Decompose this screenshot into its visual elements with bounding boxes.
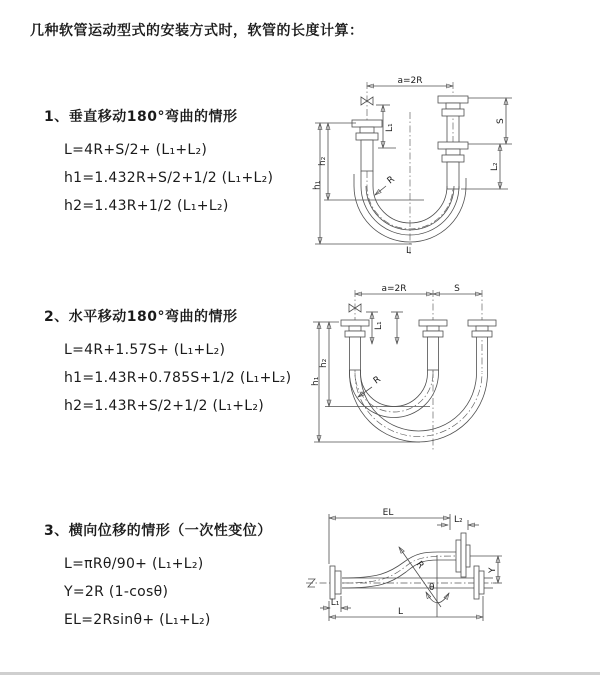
dim-label-r: R: [385, 174, 397, 187]
dim-label-l1: L₁: [330, 598, 340, 608]
dim-label-l: L: [406, 246, 412, 256]
ghost-straight-pipe: [342, 566, 493, 599]
dim-label-l2: L₂: [490, 162, 500, 171]
dim-label-h2: h₂: [319, 358, 329, 368]
dim-label-y: Y: [488, 567, 498, 573]
dimension-h: [311, 322, 430, 442]
left-flange: [330, 566, 341, 599]
formula-line: Y=2R (1-cosθ): [64, 584, 169, 600]
right-flange-moved: [438, 533, 470, 577]
radius-callout: [375, 175, 397, 195]
diagram-horizontal-180-bend: [310, 282, 595, 454]
formula-line: L=4R+1.57S+ (L₁+L₂): [64, 342, 226, 358]
dimension-l2: [437, 515, 479, 530]
formula-list: [44, 336, 334, 420]
formula-list: [44, 136, 334, 220]
dim-label-h1: h₁: [312, 180, 323, 190]
formula-line: L=πRθ/90+ (L₁+L₂): [64, 556, 204, 572]
middle-flange: [419, 320, 447, 370]
dim-label-r: R: [371, 374, 383, 387]
hose-u-bend-displaced: [350, 360, 488, 442]
diagram-vertical-180-bend: [312, 74, 592, 260]
formula-line: h2=1.43R+S/2+1/2 (L₁+L₂): [64, 398, 265, 414]
dimension-l: [329, 596, 483, 621]
dim-label-s: S: [454, 284, 460, 294]
formula-line: h1=1.432R+S/2+1/2 (L₁+L₂): [64, 170, 274, 186]
dimension-s: [461, 98, 512, 189]
diagram-lateral-displacement: [298, 500, 598, 640]
dim-label-r: R: [413, 559, 426, 571]
dimension-a2r: [355, 284, 482, 294]
dimension-el: [329, 508, 450, 564]
section-lateral-displacement: [44, 520, 334, 634]
dim-label-l1: L₁: [374, 321, 384, 330]
dimension-a2r: [367, 76, 453, 86]
dim-label-el: EL: [382, 508, 394, 518]
dim-label-l1: L₁: [385, 123, 395, 132]
dimension-l1: [366, 312, 403, 344]
dim-label-a2r: a=2R: [381, 284, 407, 294]
section-heading: 2、水平移动180°弯曲的情形: [44, 309, 238, 325]
dim-label-s: S: [496, 118, 506, 124]
section-horizontal-movement: [44, 306, 334, 420]
section-heading: 3、横向位移的情形（一次性变位）: [44, 523, 272, 539]
left-flange: [352, 120, 382, 171]
formula-line: h1=1.43R+0.785S+1/2 (L₁+L₂): [64, 370, 292, 386]
dim-label-h2: h₂: [318, 156, 328, 166]
section-heading: 1、垂直移动180°弯曲的情形: [44, 109, 238, 125]
left-flange: [341, 320, 369, 370]
dim-label-theta: θ: [429, 583, 435, 593]
dimension-l1: [320, 596, 351, 612]
formula-list: [44, 550, 334, 634]
page-title: 几种软管运动型式的安装方式时，软管的长度计算：: [30, 23, 364, 39]
dim-label-h1: h₁: [311, 376, 321, 386]
section-vertical-movement: [44, 106, 334, 220]
dim-label-l2: L₂: [454, 515, 463, 525]
formula-line: EL=2Rsinθ+ (L₁+L₂): [64, 612, 211, 628]
dim-label-a2r: a=2R: [397, 76, 423, 86]
dim-label-l: L: [398, 607, 404, 617]
right-flange: [438, 96, 468, 189]
formula-line: L=4R+S/2+ (L₁+L₂): [64, 142, 208, 158]
formula-line: h2=1.43R+1/2 (L₁+L₂): [64, 198, 229, 214]
